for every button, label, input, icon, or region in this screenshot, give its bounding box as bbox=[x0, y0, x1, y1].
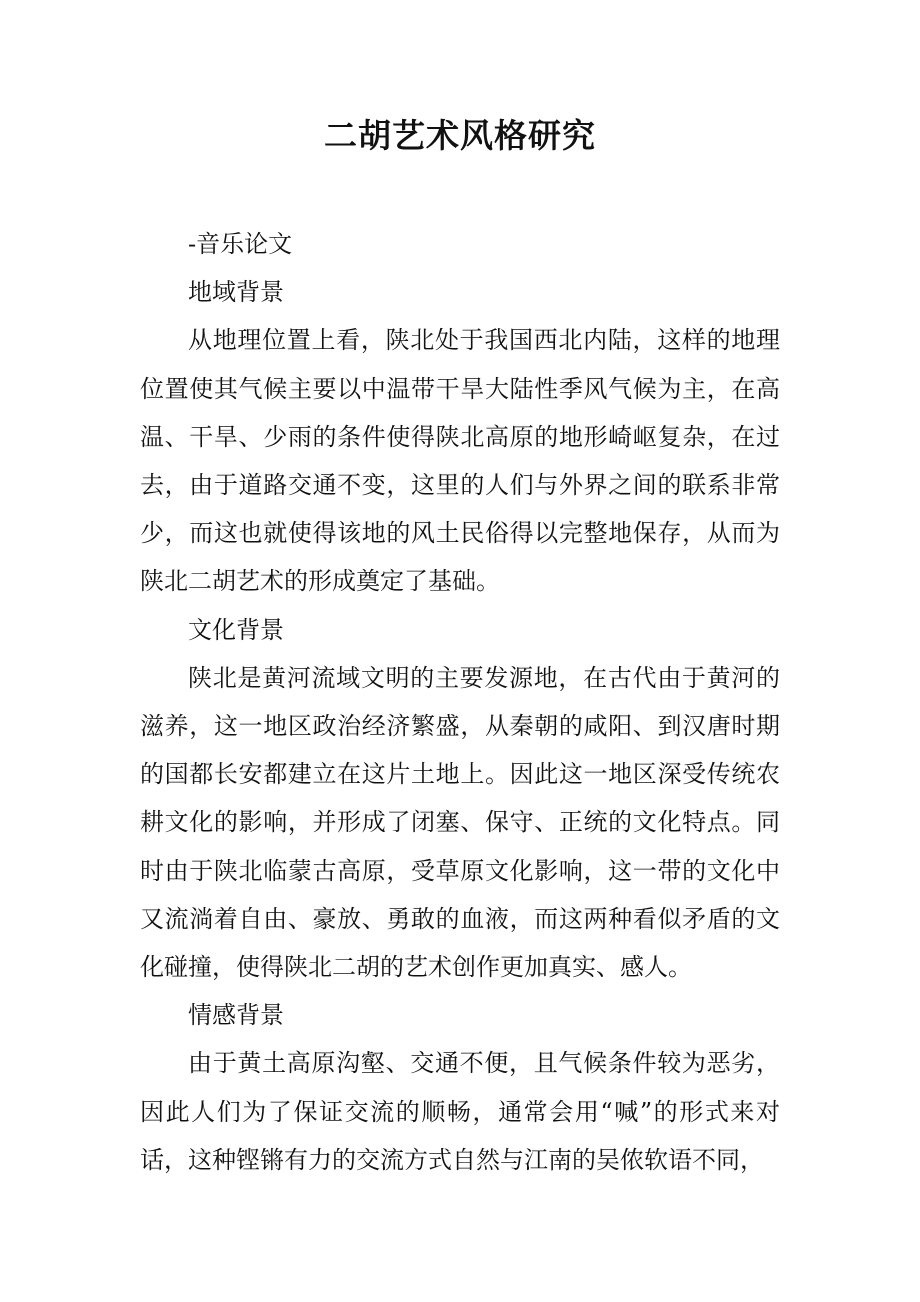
subtitle: -音乐论文 bbox=[188, 230, 293, 258]
paragraph-geography: 从地理位置上看，陕北处于我国西北内陆，这样的地理位置使其气候主要以中温带干旱大陆性季风气候为主，在高温、干旱、少雨的条件使得陕北高原的地形崎岖复杂，在过去，由于道路交通不变，这里的人们与外界之间的联系非常少，而这也就使得该地的风土民俗得以完整地保存，从而为陕北二胡艺术的形成奠定了基础。 bbox=[140, 326, 780, 596]
section-heading-culture: 文化背景 bbox=[188, 615, 284, 644]
paragraph-culture: 陕北是黄河流域文明的主要发源地，在古代由于黄河的滋养，这一地区政治经济繁盛，从秦朝的咸阳、到汉唐时期的国都长安都建立在这片土地上。因此这一地区深受传统农耕文化的影响，并形成了闭塞、保守、正统的文化特点。同时由于陕北临蒙古高原，受草原文化影响，这一带的文化中又流淌着自由、豪放、勇敢的血液，而这两种看似矛盾的文化碰撞，使得陕北二胡的艺术创作更加真实、感人。 bbox=[140, 663, 780, 982]
page-title: 二胡艺术风格研究 bbox=[324, 116, 596, 155]
paragraph-emotion: 由于黄土高原沟壑、交通不便，且气候条件较为恶劣，因此人们为了保证交流的顺畅，通常会用“喊”的形式来对话，这种铿锵有力的交流方式自然与江南的吴侬软语不同， bbox=[140, 1049, 780, 1174]
section-heading-emotion: 情感背景 bbox=[188, 1001, 284, 1030]
document-body bbox=[140, 220, 780, 1184]
section-heading-geography: 地域背景 bbox=[188, 278, 284, 307]
